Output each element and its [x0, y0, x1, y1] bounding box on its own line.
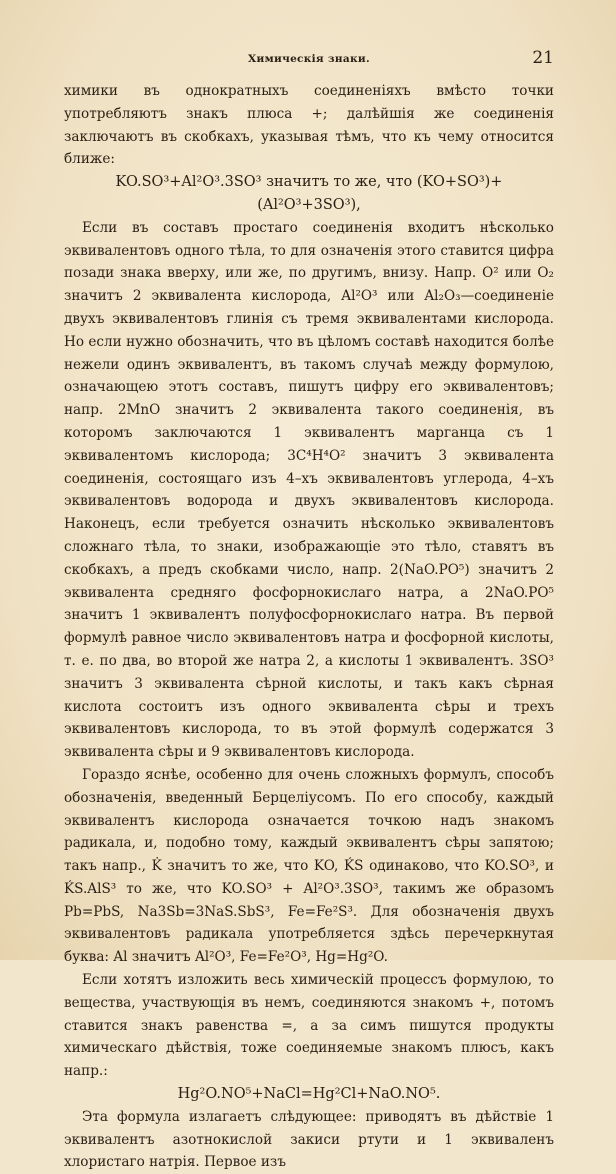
formula-line: Hg²O.NO⁵+NaCl=Hg²Cl+NaO.NO⁵. [177, 1086, 441, 1103]
paragraph: химики въ однократныхъ соединенiяхъ вмѣсто точки употребляютъ знакъ плюса +; далѣйшiя же соединенiя заключаютъ въ скобкахъ, указывая тѣмъ, что къ чему относится ближе: [64, 83, 554, 168]
page-body [64, 80, 554, 1174]
page-number: 21 [532, 48, 554, 68]
formula-line: KO.SO³+Al²O³.3SO³ значитъ то же, что (KO+SO³)+(Al²O³+3SO³), [115, 174, 503, 213]
paragraph: Если хотятъ изложить весь химическiй процессъ формулою, то вещества, участвующiя въ немъ, соединяются знакомъ +, потомъ ставится знакъ равенства =, а за симъ пишутся продукты химическаго дѣйствiя, тоже соединяемые знакомъ плюсъ, какъ напр.: [64, 972, 554, 1080]
paragraph: Эта формула излагаетъ слѣдующее: приводятъ въ дѣйствiе 1 эквивалентъ азотнокислой закиси ртути и 1 эквиваленъ хлористаго натрiя. Первое изъ [64, 1108, 554, 1171]
running-title: Химическiя знаки. [248, 53, 370, 65]
page-header [64, 48, 554, 70]
paragraph: Если въ составъ простаго соединенiя входитъ нѣсколько эквивалентовъ одного тѣла, то для означенiя этого ставится цифра позади знака вверху, или же, по другимъ, внизу. Напр. O² или O₂ значитъ 2 эквивалента кислорода, Al²O³ или Al₂O₃—соединенiе двухъ эквивалентовъ глинiя съ тремя эквивалентами кислорода. Но если нужно обозначить, что въ цѣломъ составѣ находится болѣе нежели одинъ эквивалентъ, въ такомъ случаѣ между формулою, означающею этотъ составъ, пишутъ цифру его эквивалентовъ; напр. 2MnO значитъ 2 эквивалента такого соединенiя, въ которомъ заключаются 1 эквивалентъ марганца съ 1 эквивалентомъ кислорода; 3C⁴H⁴O² значитъ 3 эквивалента соединенiя, состоящаго изъ 4–хъ эквивалентовъ углерода, 4–хъ эквивалентовъ водорода и двухъ эквивалентовъ кислорода. Наконецъ, если требуется означить нѣсколько эквивалентовъ сложнаго тѣла, то знаки, изображающiе это тѣло, ставятъ въ скобкахъ, а предъ скобками число, напр. 2(NaO.PO⁵) значитъ 2 эквивалента средняго фосфорнокислаго натра, а 2NaO.PO⁵ значитъ 1 эквивалентъ полуфосфорнокислаго натра. Въ первой формулѣ равное число эквивалентовъ натра и фосфорной кислоты, т. е. по два, во второй же натра 2, а кислоты 1 эквивалентъ. 3SO³ значитъ 3 эквивалента сѣрной кислоты, и такъ какъ сѣрная кислота состоитъ изъ одного эквивалента сѣры и трехъ эквивалентовъ кислорода, то въ этой формулѣ содержатся 3 эквивалента сѣры и 9 эквивалентовъ кислорода. [64, 219, 554, 761]
paragraph: Гораздо яснѣе, особенно для очень сложныхъ формулъ, способъ обозначенiя, введенный Берцелiусомъ. По его способу, каждый эквивалентъ кислорода означается точкою надъ знакомъ радикала, и, подобно тому, каждый эквивалентъ сѣры запятою; такъ напр., K̇ значитъ то же, что KO, K̒S одинаково, что KO.SO³, и K̒S.AlS³ то же, что KO.SO³ + Al²O³.3SO³, такимъ же образомъ Pb=PbS, Na3Sb=3NaS.SbS³, Fe=Fe²S³. Для обозначенiя двухъ эквивалентовъ радикала употребляется здѣсь перечеркнутая буква: Al значитъ Al²O³, Fe=Fe²O³, Hg=Hg²O. [64, 766, 554, 966]
